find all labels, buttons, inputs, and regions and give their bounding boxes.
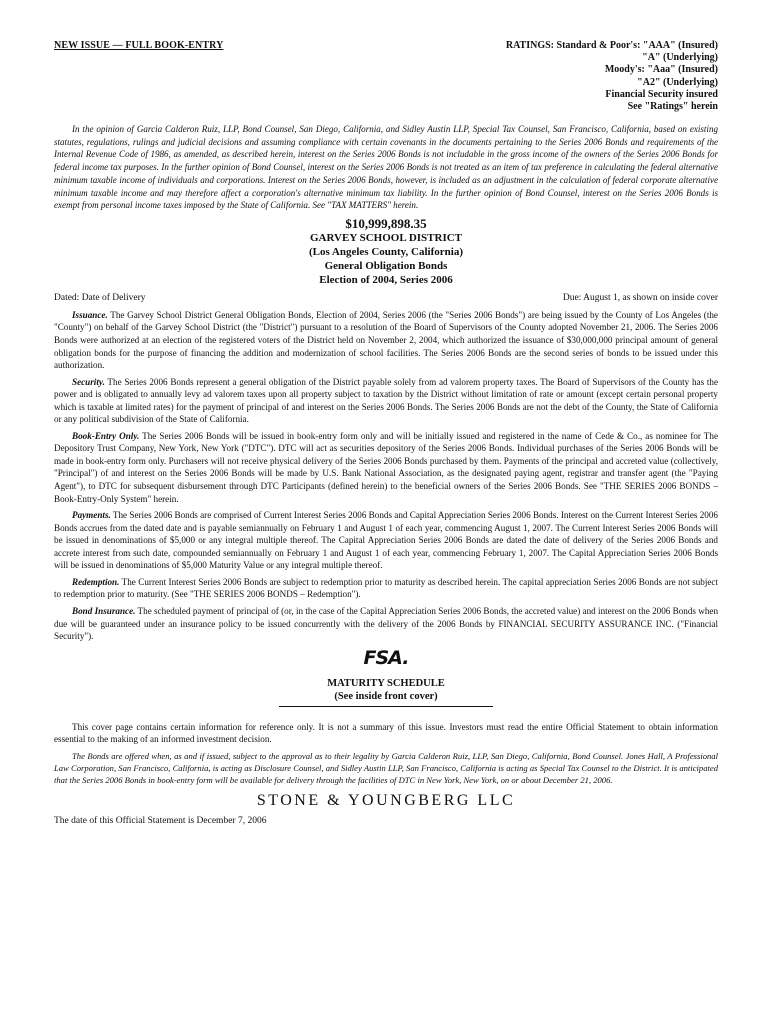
- paragraph-heading: Security.: [72, 376, 105, 387]
- rating-line: "A" (Underlying): [642, 52, 718, 64]
- official-statement-cover: [54, 38, 718, 826]
- tax-opinion: In the opinion of Garcia Calderon Ruiz, LLP, Bond Counsel, San Diego, California, and Sidley Austin LLP, Special Tax Counsel, San Francisco, California, based on existing statutes, regulations, rulings and judicial decisions and assuming compliance with certain covenants in the documents pertaining to the Series 2006 Bonds and requirements of the Internal Revenue Code of 1986, as amended, as described herein, interest on the Series 2006 Bonds is not includable in the gross income of the owners of the Series 2006 Bonds for federal income tax purposes. In the further opinion of Bond Counsel, interest on the Series 2006 Bonds is not treated as an item of tax preference in calculating the federal alternative minimum taxable income of individuals and corporations. Interest on the Series 2006 Bonds, however, is included as an adjustment in the calculation of federal corporate alternative minimum taxable income and may therefore affect a corporation's alternative minimum tax liability. In the further opinion of Bond Counsel, interest on the Series 2006 Bonds is exempt from personal income taxes imposed by the State of California. See "TAX MATTERS" herein.: [54, 124, 718, 211]
- dated-date: Dated: Date of Delivery: [54, 292, 146, 303]
- offering-statement: The Bonds are offered when, as and if issued, subject to the approval as to their legality by Garcia Calderon Ruiz, LLP, San Diego, California, Bond Counsel. Jones Hall, A Professional Law Corporation, San Francisco, California, is acting as Disclosure Counsel, and Sidley Austin LLP, San Francisco, California is acting as Special Tax Counsel to the District. It is anticipated that the Series 2006 Bonds in book-entry form will be available for delivery through the facilities of DTC in New York, New York, on or about December 21, 2006.: [54, 750, 718, 786]
- county-name: (Los Angeles County, California): [308, 245, 463, 258]
- maturity-schedule-title: MATURITY SCHEDULE: [327, 677, 445, 689]
- rating-line: "A2" (Underlying): [637, 76, 718, 88]
- paragraph-text: The Series 2006 Bonds will be issued in book-entry form only and will be initially issued and registered in the name of Cede & Co., as nominee for The Depository Trust Company, New York, New York ("DTC"). DTC will act as securities depository of the Series 2006 Bonds. Individual purchases of the Series 2006 Bonds will be made in book-entry form only. Purchasers will not receive physical delivery of the Series 2006 Bonds purchased by them. Payments of the principal and accreted value (collectively, "Principal") of and interest on the Series 2006 Bonds will be made by U.S. Bank National Association, as the designated paying agent, registrar and transfer agent (the "Paying Agent"), to DTC for subsequent disbursement through DTC Participants (defined herein) to the beneficial owners of the Series 2006 Bonds. See "THE SERIES 2006 BONDS – Book-Entry-Only System" herein.: [54, 430, 718, 504]
- bond-type: General Obligation Bonds: [324, 259, 448, 272]
- paragraph-security: [54, 376, 718, 426]
- paragraph-heading: Issuance.: [72, 309, 108, 320]
- ratings-block: [506, 40, 718, 113]
- rating-line: Financial Security insured: [605, 88, 718, 100]
- statement-date: The date of this Official Statement is December 7, 2006: [54, 816, 267, 827]
- dated-due-line: [54, 293, 718, 309]
- issue-type: NEW ISSUE — FULL BOOK-ENTRY: [54, 40, 224, 51]
- fsa-logo: [54, 647, 718, 669]
- paragraph-redemption: [54, 576, 718, 601]
- divider: [279, 706, 493, 707]
- rating-line: See "Ratings" herein: [627, 101, 718, 113]
- paragraph-payments: [54, 509, 718, 572]
- paragraph-text: The Current Interest Series 2006 Bonds are subject to redemption prior to maturity as described herein. The capital appreciation Series 2006 Bonds are not subject to redemption prior to maturity. (See "THE SERIES 2006 BONDS – Redemption").: [54, 576, 718, 600]
- election-series: Election of 2004, Series 2006: [319, 273, 453, 286]
- fsa-logo-text: FSA.: [363, 646, 409, 669]
- paragraph-text: The scheduled payment of principal of (or, in the case of the Capital Appreciation Series 2006 Bonds, the accreted value) and interest on the 2006 Bonds when due will be guaranteed under an insurance policy to be issued concurrently with the delivery of the 2006 Bonds by FINANCIAL SECURITY ASSURANCE INC. ("Financial Security").: [54, 605, 719, 642]
- paragraph-issuance: [54, 309, 718, 372]
- paragraph-heading: Bond Insurance.: [72, 605, 136, 616]
- rating-line: RATINGS: Standard & Poor's: "AAA" (Insured): [505, 40, 718, 51]
- paragraph-heading: Redemption.: [72, 576, 120, 587]
- paragraph-text: The Garvey School District General Obligation Bonds, Election of 2004, Series 2006 (the "Series 2006 Bonds") are being issued by the County of Los Angeles (the "County") on behalf of the Garvey School District (the "District") pursuant to a resolution of the Board of Supervisors of the County adopted November 21, 2006. The Series 2006 Bonds were authorized at an election of the registered voters of the District held on November 2, 2004, which authorized the issuance of $30,000,000 principal amount of general obligation bonds for the purpose of financing the addition and modernization of school facilities. The Series 2006 Bonds are the second series of bonds to be issued under this authorization.: [54, 309, 718, 371]
- bond-title: [54, 216, 718, 287]
- bond-amount: $10,999,898.35: [345, 215, 427, 231]
- paragraph-heading: Payments.: [72, 510, 111, 521]
- district-name: GARVEY SCHOOL DISTRICT: [309, 231, 463, 244]
- paragraph-text: The Series 2006 Bonds represent a general obligation of the District payable solely from ad valorem property taxes. The Board of Supervisors of the County has the power and is obligated to annually levy ad valorem taxes upon all property subject to taxation by the District without limitation of rate or amount (except certain personal property which is taxable at limited rates) for the payment of principal of and interest on the Series 2006 Bonds. The Series 2006 Bonds are not the debt of the County, the State of California or any political subdivision of the State of California.: [54, 376, 718, 425]
- cover-header: [54, 38, 718, 120]
- maturity-schedule-subtitle: (See inside front cover): [334, 690, 438, 702]
- paragraph-text: The Series 2006 Bonds are comprised of Current Interest Series 2006 Bonds and Capital Appreciation Series 2006 Bonds. Interest on the Current Interest Series 2006 Bonds accrues from the dated date and is payable semiannually on February 1 and August 1 of each year, commencing August 1, 2007. The Current Interest Series 2006 Bonds will be issued in denominations of $5,000 or any integral multiple thereof. The Capital Appreciation Series 2006 Bonds are dated the date of delivery of the Series 2006 Bonds and accrete interest from such date, compounded semiannually on February 1 and August 1 of each year, commencing February 1, 2007. The Capital Appreciation Series 2006 Bonds will be issued in denominations of $5,000 Maturity Value or any integral multiple thereof.: [54, 510, 718, 571]
- rating-line: Moody's: "Aaa" (Insured): [604, 64, 718, 76]
- paragraph-book-entry: [54, 430, 718, 505]
- cover-notice: This cover page contains certain information for reference only. It is not a summary of this issue. Investors must read the entire Official Statement to obtain information essential to the making of an informed investment decision.: [54, 721, 718, 745]
- due-date: Due: August 1, as shown on inside cover: [562, 292, 718, 303]
- underwriter-name: STONE & YOUNGBERG LLC: [256, 792, 516, 810]
- paragraph-bond-insurance: [54, 605, 718, 643]
- paragraph-heading: Book-Entry Only.: [72, 430, 140, 441]
